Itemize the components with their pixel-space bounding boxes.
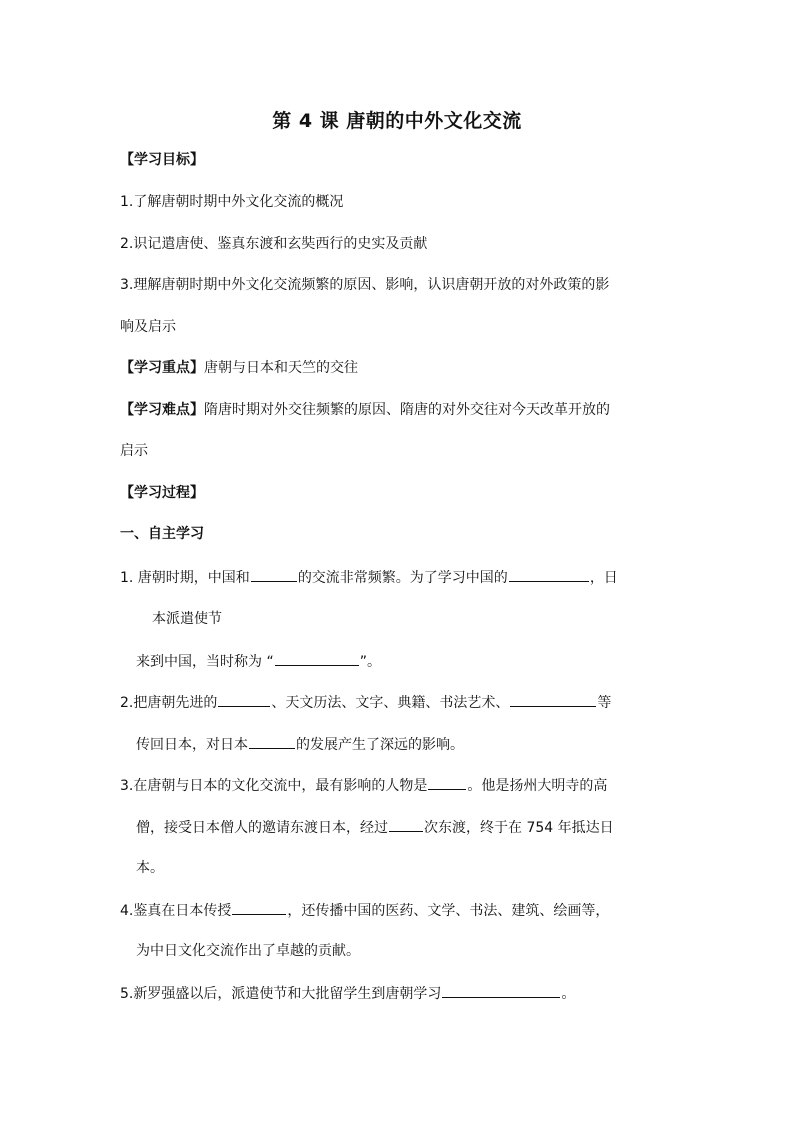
q5-text-a: 5.新罗强盛以后，派遣使节和大批留学生到唐朝学习 [120,986,442,1002]
q2-text-b: 、天文历法、文字、典籍、书法艺术、 [271,695,510,711]
objective-item-3: 3.理解唐朝时期中外文化交流频繁的原因、影响，认识唐朝开放的对外政策的影 [120,277,610,293]
section-self-study: 一、自主学习 [120,526,204,542]
q4-text-a: 4.鉴真在日本传授 [120,903,232,919]
q2-text-c: 等 [597,695,612,711]
q1-text-c: ，日 [589,570,618,586]
key-point [120,358,358,378]
q3-blank-1[interactable] [428,775,466,790]
q3-line-2 [136,817,614,838]
q1-blank-3[interactable] [275,651,359,666]
q3-text-a: 3.在唐朝与日本的文化交流中，最有影响的人物是 [120,778,428,794]
question-5 [120,983,575,1004]
q3-text-c: 僧，接受日本僧人的邀请东渡日本，经过 [136,820,388,836]
q4-line-2: 为中日文化交流作出了卓越的贡献。 [136,943,360,959]
objectives-heading: 【学习目标】 [120,152,204,168]
q2-blank-2[interactable] [510,692,596,707]
q3-text-b: 。他是扬州大明寺的高 [467,778,608,794]
q4-blank-1[interactable] [232,900,286,915]
difficulty-cont: 启示 [120,443,148,459]
q2-text-d: 传回日本，对日本 [136,737,248,753]
q3-line-3: 本。 [136,860,164,876]
q2-text-e: 的发展产生了深远的影响。 [296,737,464,753]
q2-blank-3[interactable] [249,734,295,749]
question-3 [120,775,607,796]
q1-line-3 [136,651,381,672]
q1-text-a: 1. 唐朝时期，中国和 [120,570,250,586]
difficulty [120,400,610,420]
question-1 [120,567,618,588]
difficulty-label: 【学习难点】 [120,402,204,418]
q5-text-b: 。 [561,986,576,1002]
objective-item-2: 2.识记遣唐使、鉴真东渡和玄奘西行的史实及贡献 [120,236,428,252]
objective-item-1: 1.了解唐朝时期中外文化交流的概况 [120,194,344,210]
question-4 [120,900,609,921]
q5-blank-1[interactable] [442,983,560,998]
q4-text-b: ，还传播中国的医药、文学、书法、建筑、绘画等， [287,903,610,919]
q1-text-e: ”。 [359,654,381,670]
q3-text-d: 次东渡，终于在 754 年抵达日 [424,820,614,836]
q1-line-2: 本派遣使节 [152,611,222,627]
q1-text-b: 的交流非常频繁。为了学习中国的 [297,570,508,586]
page-title: 第 4 课 唐朝的中外文化交流 [272,110,522,132]
objective-item-3-cont: 响及启示 [120,319,176,335]
q3-blank-2[interactable] [389,817,423,832]
q1-blank-2[interactable] [509,567,589,582]
q2-blank-1[interactable] [218,692,270,707]
process-heading: 【学习过程】 [120,485,204,501]
question-2 [120,692,611,713]
q2-line-2 [136,734,464,755]
q2-text-a: 2.把唐朝先进的 [120,695,218,711]
q1-blank-1[interactable] [251,567,297,582]
difficulty-text: 隋唐时期对外交往频繁的原因、隋唐的对外交往对今天改革开放的 [204,402,610,418]
key-point-label: 【学习重点】 [120,360,204,376]
q1-text-d: 来到中国，当时称为 “ [136,654,274,670]
key-point-text: 唐朝与日本和天竺的交往 [204,360,358,376]
